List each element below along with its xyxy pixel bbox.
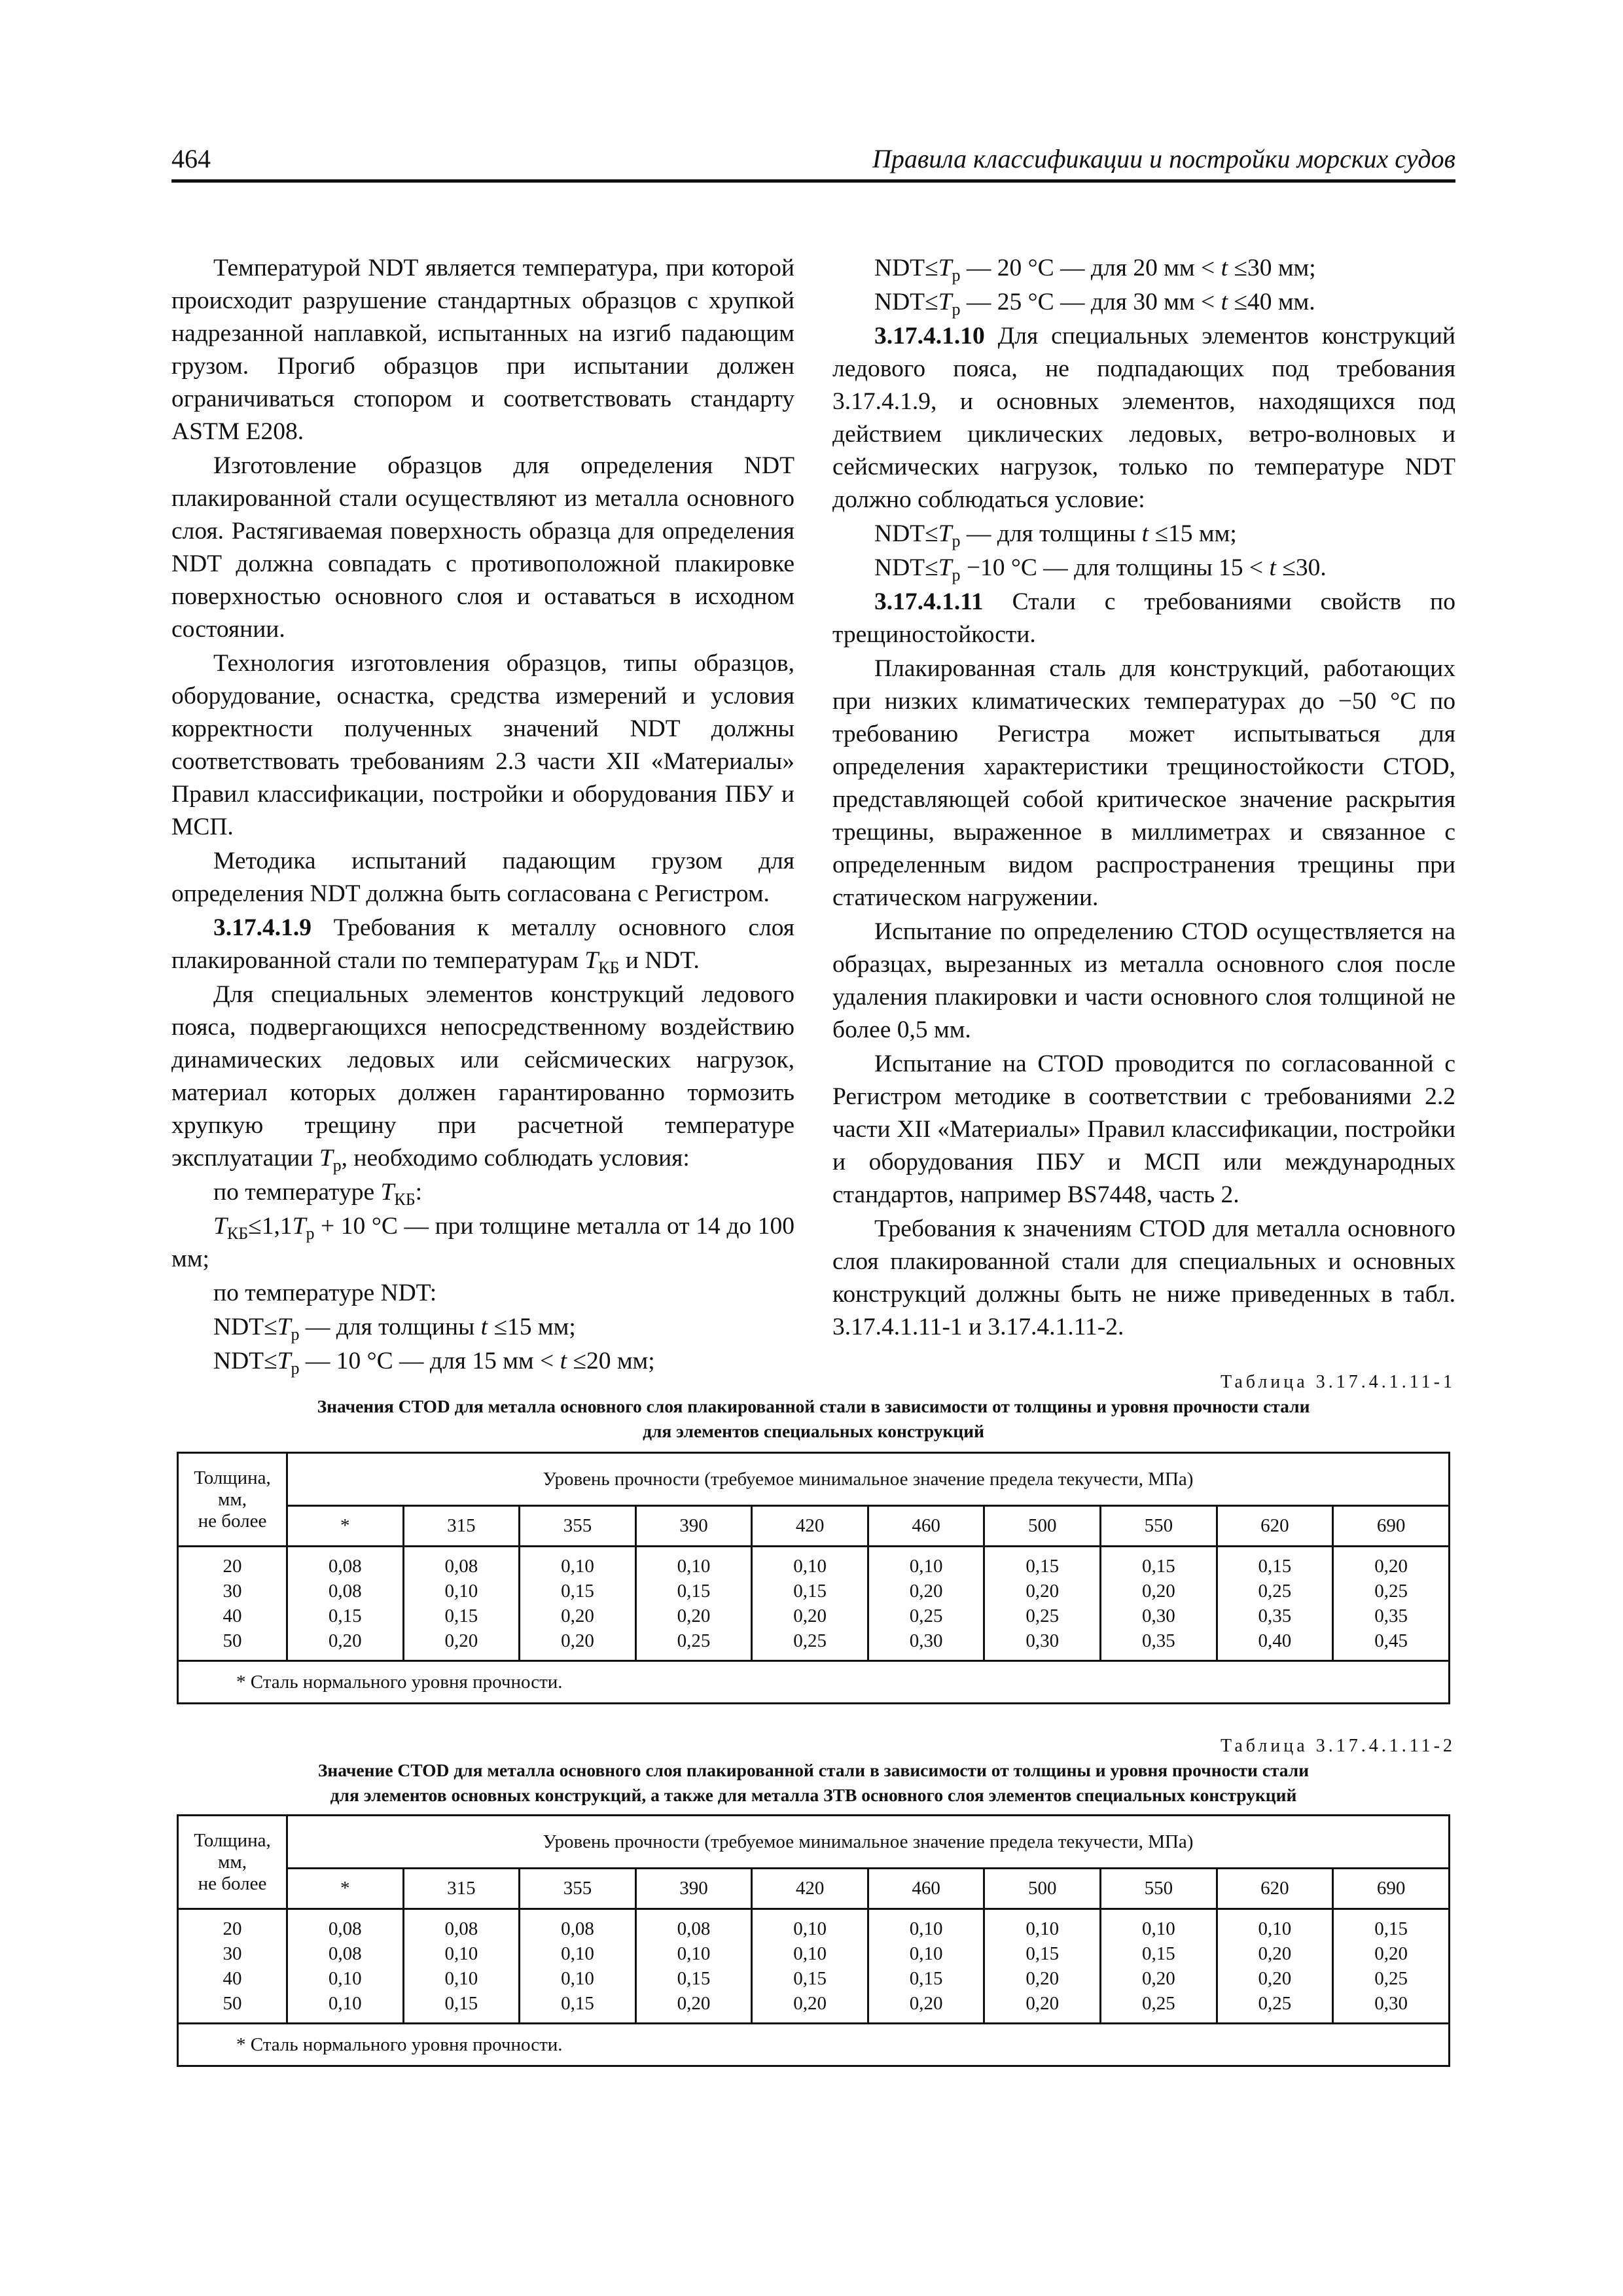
paragraph: Технология изготовления образцов, типы образцов, оборудование, оснастка, средства измерений и условия корректности полученных значений NDT должны соответствовать требованиям 2.3 части XII «Материалы» Правил классификации, постройки и оборудования ПБУ и МСП. <box>171 650 794 840</box>
section-number: 3.17.4.1.11 <box>874 588 984 615</box>
value-column: 0,10 0,15 0,20 0,25 <box>1101 1909 1217 2024</box>
value-column: 0,15 0,20 0,25 0,30 <box>984 1547 1101 1661</box>
level-cell: 460 <box>868 1869 984 1909</box>
level-cell: 315 <box>403 1869 520 1909</box>
ctod-table-main <box>177 1814 1450 2067</box>
condition-label: по температуре NDT: <box>213 1280 437 1306</box>
value-column: 0,15 0,20 0,30 0,35 <box>1101 1547 1217 1661</box>
page-header <box>171 143 1455 183</box>
level-cell: 420 <box>752 1869 868 1909</box>
paragraph: Испытание на CTOD проводится по согласованной с Регистром методике в соответствии с требованиями 2.2 части XII «Материалы» Правил классификации, постройки и оборудования ПБУ и МСП или международных стандартов, например BS7448, часть 2. <box>832 1050 1455 1208</box>
section-3-17-4-1-9: 3.17.4.1.9 Требования к металлу основного слоя плакированной стали по температурам $T_{КБ}$ и NDT. <box>171 914 795 977</box>
value-column: 0,10 0,15 0,20 0,25 <box>752 1547 868 1661</box>
table-label: Таблица 3.17.4.1.11-2 <box>1220 1736 1455 1756</box>
table-footnote: * Сталь нормального уровня прочности. <box>178 1661 1450 1704</box>
table-footnote: * Сталь нормального уровня прочности. <box>178 2024 1450 2066</box>
value-column: 0,08 0,08 0,15 0,20 <box>287 1547 404 1661</box>
value-column: 0,08 0,10 0,10 0,15 <box>520 1909 636 2024</box>
level-cell: 355 <box>520 1506 636 1547</box>
page-number: 464 <box>171 144 211 173</box>
value-column: 0,10 0,20 0,25 0,30 <box>868 1547 984 1661</box>
level-cell: 550 <box>1101 1869 1217 1909</box>
value-column: 0,15 0,20 0,25 0,30 <box>1333 1909 1450 2024</box>
value-column: 0,08 0,10 0,10 0,15 <box>403 1909 520 2024</box>
section-3-17-4-1-11: 3.17.4.1.11 Стали с требованиями свойств по трещиностойкости. <box>832 588 1455 648</box>
value-column: 0,10 0,15 0,20 0,25 <box>635 1547 752 1661</box>
value-column: 0,10 0,20 0,20 0,25 <box>1217 1909 1333 2024</box>
value-column: 0,08 0,08 0,10 0,10 <box>287 1909 404 2024</box>
paragraph: Изготовление образцов для определения NDT плакированной стали осуществляют из металла основного слоя. Растягиваемая поверхность образца для определения NDT должна совпадать с противоположной плакировке поверхностью основного слоя и оставаться в исходном состоянии. <box>171 452 794 643</box>
value-column: 0,10 0,15 0,20 0,20 <box>984 1909 1101 2024</box>
table-data-block <box>178 1547 1450 1661</box>
level-cell: 690 <box>1333 1506 1450 1547</box>
left-column <box>171 252 794 1379</box>
strength-levels-row <box>178 1506 1450 1547</box>
level-cell: * <box>287 1506 404 1547</box>
formula: $NDT\le T_р$ — 25 °C — для 30 мм < t ≤40 мм. <box>874 289 1315 319</box>
value-column: 0,15 0,25 0,35 0,40 <box>1217 1547 1333 1661</box>
formula: $NDT\le T_р -10$ °C — для толщины 15 < t ≤30. <box>874 554 1327 584</box>
value-column: 0,10 0,15 0,20 0,20 <box>520 1547 636 1661</box>
formula: $NDT\le T_р$ — для толщины t ≤15 мм; <box>213 1314 576 1344</box>
value-column: 0,10 0,10 0,15 0,20 <box>868 1909 984 2024</box>
level-cell: * <box>287 1869 404 1909</box>
level-cell: 500 <box>984 1506 1101 1547</box>
level-cell: 460 <box>868 1506 984 1547</box>
strength-header: Уровень прочности (требуемое минимальное значение предела текучести, МПа) <box>287 1453 1450 1506</box>
paragraph: Плакированная сталь для конструкций, работающих при низких климатических температурах до −50 °C по требованию Регистра может испытываться для определения характеристики трещиностойкости CTOD, представляющей собой критическое значение раскрытия трещины, выраженное в миллиметрах и связанное с определенным видом распространения трещины при статическом нагружении. <box>832 655 1455 911</box>
thickness-header: Толщина, мм, не более <box>178 1453 287 1547</box>
paragraph: Требования к значениям CTOD для металла основного слоя плакированной стали для специальных и основных конструкций должны быть не ниже приведенных в табл. 3.17.4.1.11-1 и 3.17.4.1.11-2. <box>832 1215 1455 1340</box>
level-cell: 390 <box>635 1869 752 1909</box>
level-cell: 420 <box>752 1506 868 1547</box>
thickness-header: Толщина, мм, не более <box>178 1816 287 1909</box>
table-caption: Значения CTOD для металла основного слоя плакированной стали в зависимости от толщины и уровня прочности стали для элементов специальных конструкций <box>317 1396 1310 1441</box>
strength-levels-row <box>178 1869 1450 1909</box>
running-title: Правила классификации и постройки морских судов <box>872 144 1455 173</box>
level-cell: 550 <box>1101 1506 1217 1547</box>
paragraph: Температурой NDT является температура, при которой происходит разрушение стандартных образцов с хрупкой надрезанной наплавкой, испытанных на изгиб падающим грузом. Прогиб образцов при испытании должен ограничиваться стопором и соответствовать стандарту ASTM E208. <box>171 255 794 445</box>
paragraph: Для специальных элементов конструкций ледового пояса, подвергающихся непосредственному воздействию динамических ледовых или сейсмических нагрузок, материал которых должен гарантированно тормозить хрупкую трещину при расчетной температуре эксплуатации $T_р$, необходимо соблюдать условия: <box>171 981 794 1175</box>
paragraph: Методика испытаний падающим грузом для определения NDT должна быть согласована с Регистром. <box>171 848 794 907</box>
section-number: 3.17.4.1.9 <box>213 914 312 941</box>
level-cell: 620 <box>1217 1506 1333 1547</box>
level-cell: 355 <box>520 1869 636 1909</box>
table-label: Таблица 3.17.4.1.11-1 <box>1220 1372 1455 1392</box>
section-number: 3.17.4.1.10 <box>874 323 985 350</box>
right-column <box>832 252 1455 1345</box>
level-cell: 500 <box>984 1869 1101 1909</box>
paragraph: Испытание по определению CTOD осуществляется на образцах, вырезанных из металла основного слоя после удаления плакировки и части основного слоя толщиной не более 0,5 мм. <box>832 918 1455 1043</box>
value-column: 0,08 0,10 0,15 0,20 <box>635 1909 752 2024</box>
formula: $NDT\le T_р$ — 10 °C — для 15 мм < t ≤20 мм; <box>213 1348 655 1378</box>
level-cell: 390 <box>635 1506 752 1547</box>
level-cell: 690 <box>1333 1869 1450 1909</box>
table-data-block <box>178 1909 1450 2024</box>
condition-label: по температуре $T_{КБ}$: <box>213 1179 423 1209</box>
value-column: 0,08 0,10 0,15 0,20 <box>403 1547 520 1661</box>
formula: $NDT\le T_р$ — для толщины t ≤15 мм; <box>874 520 1237 550</box>
value-column: 0,20 0,25 0,35 0,45 <box>1333 1547 1450 1661</box>
value-column: 0,10 0,10 0,15 0,20 <box>752 1909 868 2024</box>
table-caption: Значение CTOD для металла основного слоя плакированной стали в зависимости от толщины и уровня прочности стали для элементов основных конструкций, а также для металла ЗТВ основного слоя элементов специальных конструкций <box>317 1760 1310 1805</box>
formula: $NDT\le T_р$ — 20 °C — для 20 мм < t ≤30 мм; <box>874 255 1316 285</box>
section-3-17-4-1-10: 3.17.4.1.10 Для специальных элементов конструкций ледового пояса, не подпадающих под требования 3.17.4.1.9, и основных элементов, находящихся под действием циклических ледовых, ветро-волновых и сейсмических нагрузок, только по температуре NDT должно соблюдаться условие: <box>832 323 1455 513</box>
thickness-column: 20 30 40 50 <box>178 1547 287 1661</box>
level-cell: 620 <box>1217 1869 1333 1909</box>
strength-header: Уровень прочности (требуемое минимальное значение предела текучести, МПа) <box>287 1816 1450 1869</box>
formula: $T_{КБ}\le 1,1T_р + 10$ °C — при толщине металла от 14 до 100 мм; <box>171 1213 794 1272</box>
level-cell: 315 <box>403 1506 520 1547</box>
thickness-column: 20 30 40 50 <box>178 1909 287 2024</box>
ctod-table-special <box>177 1452 1450 1704</box>
